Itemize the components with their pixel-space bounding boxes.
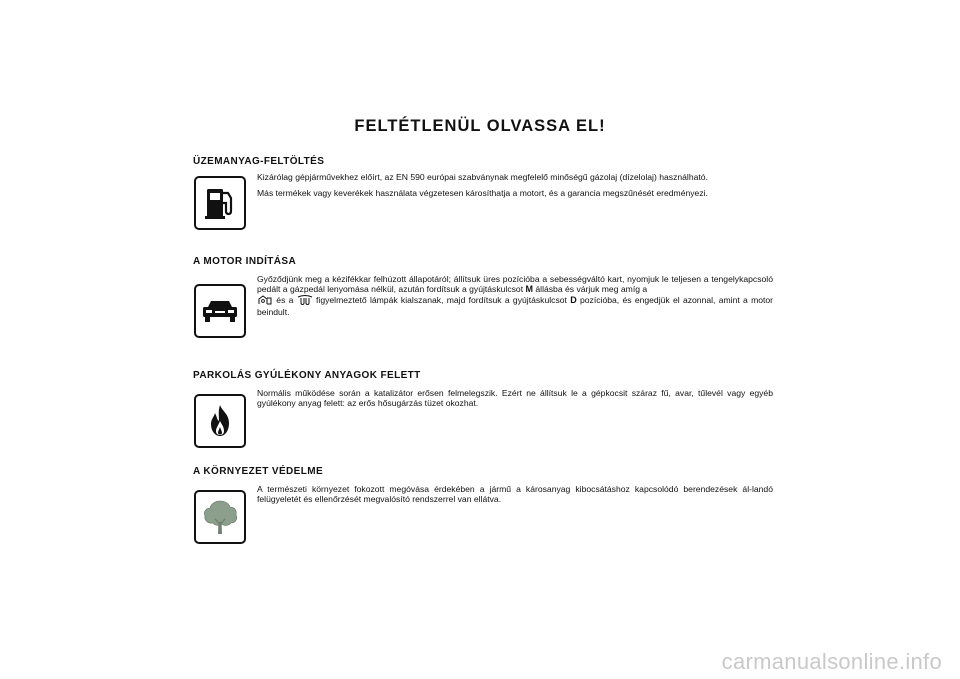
fuel-pump-icon <box>194 176 246 230</box>
section-heading: A KÖRNYEZET VÉDELME <box>193 466 324 477</box>
tree-icon <box>194 490 246 544</box>
preheating-warning-icon <box>297 295 313 307</box>
engine-start-paragraph <box>257 274 773 318</box>
section-fuel <box>193 156 773 205</box>
section-parking <box>193 370 773 415</box>
car-icon <box>194 284 246 338</box>
section-heading: PARKOLÁS GYÚLÉKONY ANYAGOK FELETT <box>193 370 421 381</box>
fuel-paragraph-1: Kizárólag gépjárművekhez előírt, az EN 590 európai szabványnak megfelelő minőségű gázolaj (dízelolaj) használható. <box>257 172 708 182</box>
fuel-paragraph-2: Más termékek vagy keverékek használata végzetesen károsíthatja a motort, és a garancia megszűnését eredményezi. <box>257 188 708 199</box>
engine-text-3: és a <box>276 294 294 305</box>
watermark: carmanualsonline.info <box>721 649 942 674</box>
glow-plug-warning-icon <box>257 295 273 307</box>
page-title: FELTÉTLENÜL OLVASSA EL! <box>354 117 606 135</box>
environment-paragraph: A természeti környezet fokozott megóvása érdekében a jármű a károsanyag kibocsátáshoz kapcsolódó berendezések ál-landó felügyeletét és ellenőrzését megvalósító rendszerrel van ellátva. <box>257 484 773 505</box>
section-environment <box>193 466 773 511</box>
section-engine-start <box>193 256 773 324</box>
parking-paragraph: Normális működése során a katalizátor erősen felmelegszik. Ezért ne állítsuk le a gépkocsit száraz fű, avar, tűlevél vagy egyéb gyúlékony anyag felett: az erős hősugárzás tüzet okozhat. <box>257 388 773 409</box>
engine-text-2: állásba és várjuk meg amíg a <box>535 284 648 295</box>
key-position-m: M <box>525 284 533 295</box>
engine-text-4: figyelmeztető lámpák kialszanak, majd fordítsuk a gyújtáskulcsot <box>316 294 567 305</box>
section-heading: ÜZEMANYAG-FELTÖLTÉS <box>193 156 325 167</box>
key-position-d: D <box>570 294 577 305</box>
engine-text-1: Győződjünk meg a kézifékkar felhúzott állapotáról; állítsuk üres pozícióba a sebességváltó kart, nyomjuk le teljesen a tengelykapcsoló pedált a gázpedál lenyomása nélkül, azután fordítsuk a gyújtáskulcsot <box>257 274 773 295</box>
engine-text-5: pozícióba, és engedjük el azonnal, amint a motor beindult. <box>257 294 774 318</box>
flame-icon <box>194 394 246 448</box>
section-heading: A MOTOR INDÍTÁSA <box>193 256 297 267</box>
